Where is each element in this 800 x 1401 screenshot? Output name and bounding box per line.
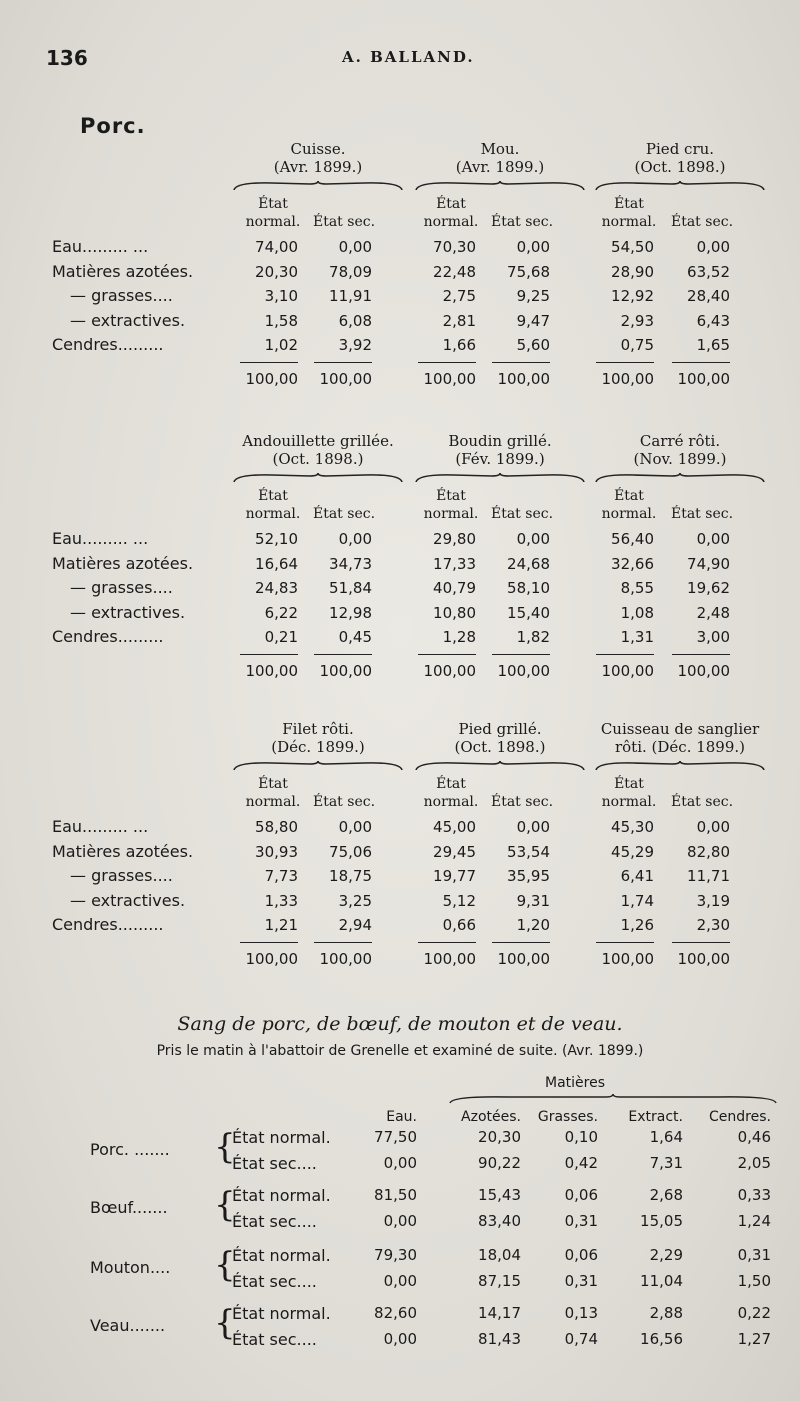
cell-normal: 30,93	[255, 842, 298, 861]
cell-sec: 9,31	[516, 891, 550, 910]
cell-sec: 0,00	[516, 530, 550, 548]
sub-header-etat: État	[614, 196, 644, 212]
row-label: Matières azotées.	[52, 553, 194, 573]
row-label: Eau......... ...	[52, 237, 149, 256]
table-block-1	[0, 138, 800, 418]
column-brace	[414, 760, 586, 770]
cell-sec: 0,00	[383, 1272, 417, 1290]
state-label: État sec....	[232, 1212, 317, 1231]
cell-normal: 2,88	[649, 1304, 683, 1322]
sub-header-etat: État	[258, 488, 288, 504]
product-name: Carré rôti.	[639, 432, 721, 450]
sub-header-etat: État	[258, 196, 288, 212]
cell-sec: 0,31	[564, 1272, 598, 1290]
cell-sec: 0,00	[516, 818, 550, 836]
cell-sec: 1,65	[696, 336, 730, 354]
column-brace	[232, 472, 404, 482]
column-header: Extract.	[628, 1109, 683, 1125]
state-label: État sec....	[232, 1154, 317, 1173]
cell-sec: 3,25	[338, 891, 372, 910]
total-normal: 100,00	[245, 950, 298, 968]
product-date: (Oct. 1898.)	[634, 158, 726, 176]
sum-rule	[492, 654, 550, 655]
total-sec: 100,00	[677, 662, 730, 680]
sum-rule	[240, 654, 298, 655]
cell-sec: 0,00	[383, 1212, 417, 1230]
product-date: (Avr. 1899.)	[455, 158, 545, 176]
cell-normal: 8,55	[620, 579, 654, 597]
cell-sec: 15,05	[640, 1212, 683, 1230]
cell-sec: 81,43	[478, 1330, 521, 1348]
cell-normal: 1,33	[264, 891, 298, 910]
row-label: Matières azotées.	[52, 261, 194, 281]
sum-rule	[492, 362, 550, 363]
cell-sec: 0,45	[338, 628, 372, 646]
cell-normal: 6,22	[264, 603, 298, 622]
cell-sec: 5,60	[516, 336, 550, 354]
cell-normal: 28,90	[611, 262, 654, 281]
cell-sec: 83,40	[478, 1212, 521, 1230]
cell-sec: 1,20	[516, 916, 550, 934]
cell-normal: 52,10	[255, 530, 298, 548]
column-header: Grasses.	[537, 1109, 598, 1125]
sub-header-etat: État	[436, 196, 466, 212]
product-name: Filet rôti.	[282, 720, 354, 738]
cell-normal: 1,26	[620, 916, 654, 934]
cell-sec: 0,00	[383, 1154, 417, 1172]
column-brace	[232, 180, 404, 190]
cell-normal: 1,28	[442, 628, 476, 646]
cell-sec: 0,00	[696, 818, 730, 836]
brace-symbol: {	[214, 1127, 236, 1167]
total-normal: 100,00	[423, 662, 476, 680]
column-brace	[594, 760, 766, 770]
total-normal: 100,00	[245, 370, 298, 388]
row-label: — extractives.	[70, 602, 186, 622]
sub-header-etat: État	[614, 776, 644, 792]
cell-normal: 0,10	[564, 1128, 598, 1146]
sub-header-sec: État sec.	[670, 506, 734, 522]
row-label: — grasses....	[70, 866, 173, 885]
cell-sec: 53,54	[507, 842, 550, 861]
state-label: État normal.	[232, 1246, 331, 1265]
cell-normal: 1,64	[649, 1128, 683, 1146]
cell-sec: 9,25	[516, 287, 550, 305]
total-sec: 100,00	[319, 370, 372, 388]
cell-sec: 6,08	[338, 311, 372, 330]
product-date: rôti. (Déc. 1899.)	[614, 738, 746, 756]
product-date: (Déc. 1899.)	[271, 738, 365, 756]
cell-sec: 82,80	[687, 842, 730, 861]
sum-rule	[596, 362, 654, 363]
cell-normal: 15,43	[478, 1186, 521, 1204]
sub-header-normal: normal.	[601, 506, 657, 522]
row-label: — grasses....	[70, 578, 173, 597]
state-label: État normal.	[232, 1128, 331, 1147]
cell-sec: 15,40	[507, 603, 550, 622]
cell-sec: 1,82	[516, 628, 550, 646]
cell-sec: 2,30	[696, 916, 730, 934]
sub-header-etat: État	[258, 776, 288, 792]
cell-sec: 0,00	[338, 818, 372, 836]
table-block-3	[0, 718, 800, 998]
cell-sec: 87,15	[478, 1272, 521, 1290]
cell-normal: 18,04	[478, 1246, 521, 1264]
product-date: (Oct. 1898.)	[454, 738, 546, 756]
sum-rule	[314, 942, 372, 943]
column-group-header: Matières	[544, 1075, 605, 1091]
sub-header-normal: normal.	[423, 794, 479, 810]
cell-normal: 12,92	[611, 287, 654, 305]
cell-sec: 9,47	[516, 311, 550, 330]
cell-normal: 10,80	[433, 603, 476, 622]
cell-normal: 14,17	[478, 1304, 521, 1322]
sub-header-sec: État sec.	[490, 794, 554, 810]
sum-rule	[418, 942, 476, 943]
cell-normal: 45,00	[433, 818, 476, 836]
cell-normal: 45,29	[611, 842, 654, 861]
sub-header-normal: normal.	[601, 214, 657, 230]
cell-sec: 12,98	[329, 603, 372, 622]
cell-normal: 0,21	[264, 628, 298, 646]
row-label: — extractives.	[70, 310, 186, 330]
animal-name: Bœuf.......	[90, 1198, 168, 1217]
cell-sec: 18,75	[329, 867, 372, 885]
cell-normal: 56,40	[611, 530, 654, 548]
row-label: Cendres.........	[52, 335, 164, 354]
sub-header-sec: État sec.	[312, 506, 376, 522]
animal-name: Porc. .......	[90, 1140, 170, 1159]
column-header: Eau.	[386, 1109, 417, 1125]
column-brace	[448, 1094, 778, 1104]
cell-sec: 0,74	[564, 1330, 598, 1348]
cell-sec: 11,71	[687, 867, 730, 885]
cell-sec: 16,56	[640, 1330, 683, 1348]
total-sec: 100,00	[677, 950, 730, 968]
cell-sec: 0,00	[696, 530, 730, 548]
total-sec: 100,00	[319, 950, 372, 968]
sum-rule	[672, 362, 730, 363]
sub-header-sec: État sec.	[312, 214, 376, 230]
cell-sec: 2,48	[696, 603, 730, 622]
product-name: Pied cru.	[645, 140, 715, 158]
cell-normal: 0,75	[620, 336, 654, 354]
cell-normal: 81,50	[374, 1186, 417, 1204]
sum-rule	[596, 654, 654, 655]
cell-sec: 11,04	[640, 1272, 683, 1290]
cell-normal: 16,64	[255, 554, 298, 573]
cell-normal: 6,41	[620, 867, 654, 885]
sub-header-sec: État sec.	[670, 794, 734, 810]
sub-header-normal: normal.	[245, 794, 301, 810]
animal-name: Veau.......	[90, 1316, 166, 1335]
cell-normal: 2,68	[649, 1186, 683, 1204]
total-normal: 100,00	[423, 370, 476, 388]
total-sec: 100,00	[319, 662, 372, 680]
cell-sec: 3,19	[696, 891, 730, 910]
cell-sec: 1,27	[737, 1330, 771, 1348]
blood-table-title: Sang de porc, de bœuf, de mouton et de veau.	[177, 1013, 623, 1035]
cell-sec: 28,40	[687, 287, 730, 305]
row-label: Eau......... ...	[52, 817, 149, 836]
cell-sec: 2,94	[338, 916, 372, 934]
total-sec: 100,00	[677, 370, 730, 388]
cell-normal: 5,12	[442, 891, 476, 910]
sum-rule	[314, 362, 372, 363]
product-name: Mou.	[480, 140, 520, 158]
sub-header-normal: normal.	[423, 506, 479, 522]
row-label: Eau......... ...	[52, 529, 149, 548]
sub-header-normal: normal.	[423, 214, 479, 230]
cell-normal: 40,79	[433, 579, 476, 597]
cell-sec: 0,00	[516, 238, 550, 256]
sum-rule	[418, 654, 476, 655]
cell-normal: 0,06	[564, 1186, 598, 1204]
cell-sec: 63,52	[687, 262, 730, 281]
cell-normal: 0,66	[442, 916, 476, 934]
total-normal: 100,00	[245, 662, 298, 680]
state-label: État sec....	[232, 1272, 317, 1291]
sub-header-normal: normal.	[245, 214, 301, 230]
total-sec: 100,00	[497, 950, 550, 968]
cell-normal: 82,60	[374, 1304, 417, 1322]
total-normal: 100,00	[601, 950, 654, 968]
cell-normal: 7,73	[264, 867, 298, 885]
cell-normal: 2,81	[442, 311, 476, 330]
row-label: — extractives.	[70, 890, 186, 910]
column-brace	[594, 472, 766, 482]
sub-header-normal: normal.	[601, 794, 657, 810]
product-date: (Nov. 1899.)	[633, 450, 727, 468]
row-label: Cendres.........	[52, 627, 164, 646]
sub-header-etat: État	[614, 488, 644, 504]
page-number: 136	[46, 46, 88, 70]
cell-sec: 19,62	[687, 579, 730, 597]
cell-sec: 75,06	[329, 842, 372, 861]
cell-normal: 0,22	[737, 1304, 771, 1322]
column-brace	[414, 180, 586, 190]
column-header: Cendres.	[709, 1109, 771, 1125]
table-block-2	[0, 430, 800, 710]
sum-rule	[672, 942, 730, 943]
cell-sec: 78,09	[329, 262, 372, 281]
cell-normal: 29,45	[433, 842, 476, 861]
cell-sec: 58,10	[507, 579, 550, 597]
cell-sec: 90,22	[478, 1154, 521, 1172]
author-name: A. BALLAND.	[342, 48, 475, 66]
total-sec: 100,00	[497, 370, 550, 388]
column-brace	[232, 760, 404, 770]
cell-sec: 0,00	[383, 1330, 417, 1348]
state-label: État sec....	[232, 1330, 317, 1349]
product-date: (Oct. 1898.)	[272, 450, 364, 468]
cell-normal: 22,48	[433, 262, 476, 281]
column-header: Azotées.	[461, 1109, 521, 1125]
cell-sec: 0,00	[696, 238, 730, 256]
cell-normal: 1,31	[620, 628, 654, 646]
cell-normal: 29,80	[433, 530, 476, 548]
sub-header-normal: normal.	[245, 506, 301, 522]
cell-normal: 2,75	[442, 287, 476, 305]
product-date: (Fév. 1899.)	[455, 450, 545, 468]
sub-header-sec: État sec.	[670, 214, 734, 230]
running-header	[0, 46, 800, 76]
cell-sec: 0,00	[338, 530, 372, 548]
cell-sec: 1,24	[737, 1212, 771, 1230]
cell-normal: 1,58	[264, 311, 298, 330]
cell-sec: 0,42	[564, 1154, 598, 1172]
brace-symbol: {	[214, 1185, 236, 1225]
cell-normal: 1,66	[442, 336, 476, 354]
product-name: Pied grillé.	[458, 720, 542, 738]
cell-normal: 1,74	[620, 891, 654, 910]
cell-normal: 77,50	[374, 1128, 417, 1146]
sum-rule	[418, 362, 476, 363]
cell-normal: 19,77	[433, 867, 476, 885]
cell-normal: 3,10	[264, 287, 298, 305]
state-label: État normal.	[232, 1304, 331, 1323]
section-title: Porc.	[80, 114, 146, 138]
cell-normal: 45,30	[611, 818, 654, 836]
sum-rule	[240, 362, 298, 363]
product-date: (Avr. 1899.)	[273, 158, 363, 176]
cell-sec: 0,31	[564, 1212, 598, 1230]
total-normal: 100,00	[601, 662, 654, 680]
cell-sec: 74,90	[687, 554, 730, 573]
cell-normal: 32,66	[611, 554, 654, 573]
cell-sec: 6,43	[696, 311, 730, 330]
cell-sec: 24,68	[507, 554, 550, 573]
cell-sec: 7,31	[649, 1154, 683, 1172]
cell-normal: 0,06	[564, 1246, 598, 1264]
column-brace	[414, 472, 586, 482]
product-name: Cuisse.	[290, 140, 346, 158]
cell-normal: 0,33	[737, 1186, 771, 1204]
sub-header-etat: État	[436, 776, 466, 792]
cell-normal: 54,50	[611, 238, 654, 256]
sub-header-sec: État sec.	[312, 794, 376, 810]
sum-rule	[596, 942, 654, 943]
cell-normal: 0,31	[737, 1246, 771, 1264]
cell-sec: 35,95	[507, 867, 550, 885]
product-name: Andouillette grillée.	[242, 432, 394, 450]
row-label: Matières azotées.	[52, 841, 194, 861]
brace-symbol: {	[214, 1303, 236, 1343]
row-label: Cendres.........	[52, 915, 164, 934]
sub-header-sec: État sec.	[490, 214, 554, 230]
cell-normal: 1,21	[264, 916, 298, 934]
cell-normal: 20,30	[478, 1128, 521, 1146]
state-label: État normal.	[232, 1186, 331, 1205]
cell-sec: 3,00	[696, 628, 730, 646]
cell-sec: 3,92	[338, 336, 372, 354]
cell-normal: 58,80	[255, 818, 298, 836]
row-label: — grasses....	[70, 286, 173, 305]
total-sec: 100,00	[497, 662, 550, 680]
cell-sec: 2,05	[737, 1154, 771, 1172]
cell-normal: 24,83	[255, 579, 298, 597]
cell-sec: 0,00	[338, 238, 372, 256]
sub-header-etat: État	[436, 488, 466, 504]
cell-normal: 0,13	[564, 1304, 598, 1322]
brace-symbol: {	[214, 1245, 236, 1285]
total-normal: 100,00	[601, 370, 654, 388]
cell-sec: 51,84	[329, 579, 372, 597]
cell-sec: 75,68	[507, 262, 550, 281]
cell-normal: 2,93	[620, 311, 654, 330]
sum-rule	[314, 654, 372, 655]
cell-normal: 2,29	[649, 1246, 683, 1264]
cell-sec: 11,91	[329, 287, 372, 305]
cell-normal: 70,30	[433, 238, 476, 256]
product-name: Boudin grillé.	[448, 432, 552, 450]
sum-rule	[492, 942, 550, 943]
cell-sec: 34,73	[329, 554, 372, 573]
blood-table-subtitle: Pris le matin à l'abattoir de Grenelle et examiné de suite. (Avr. 1899.)	[156, 1043, 644, 1059]
column-brace	[594, 180, 766, 190]
cell-sec: 1,50	[737, 1272, 771, 1290]
total-normal: 100,00	[423, 950, 476, 968]
sub-header-sec: État sec.	[490, 506, 554, 522]
cell-normal: 1,02	[264, 336, 298, 354]
cell-normal: 1,08	[620, 603, 654, 622]
cell-normal: 79,30	[374, 1246, 417, 1264]
sum-rule	[672, 654, 730, 655]
product-name: Cuisseau de sanglier	[600, 720, 760, 738]
cell-normal: 17,33	[433, 554, 476, 573]
cell-normal: 0,46	[737, 1128, 771, 1146]
cell-normal: 74,00	[255, 238, 298, 256]
animal-name: Mouton....	[90, 1258, 171, 1277]
cell-normal: 20,30	[255, 262, 298, 281]
sum-rule	[240, 942, 298, 943]
